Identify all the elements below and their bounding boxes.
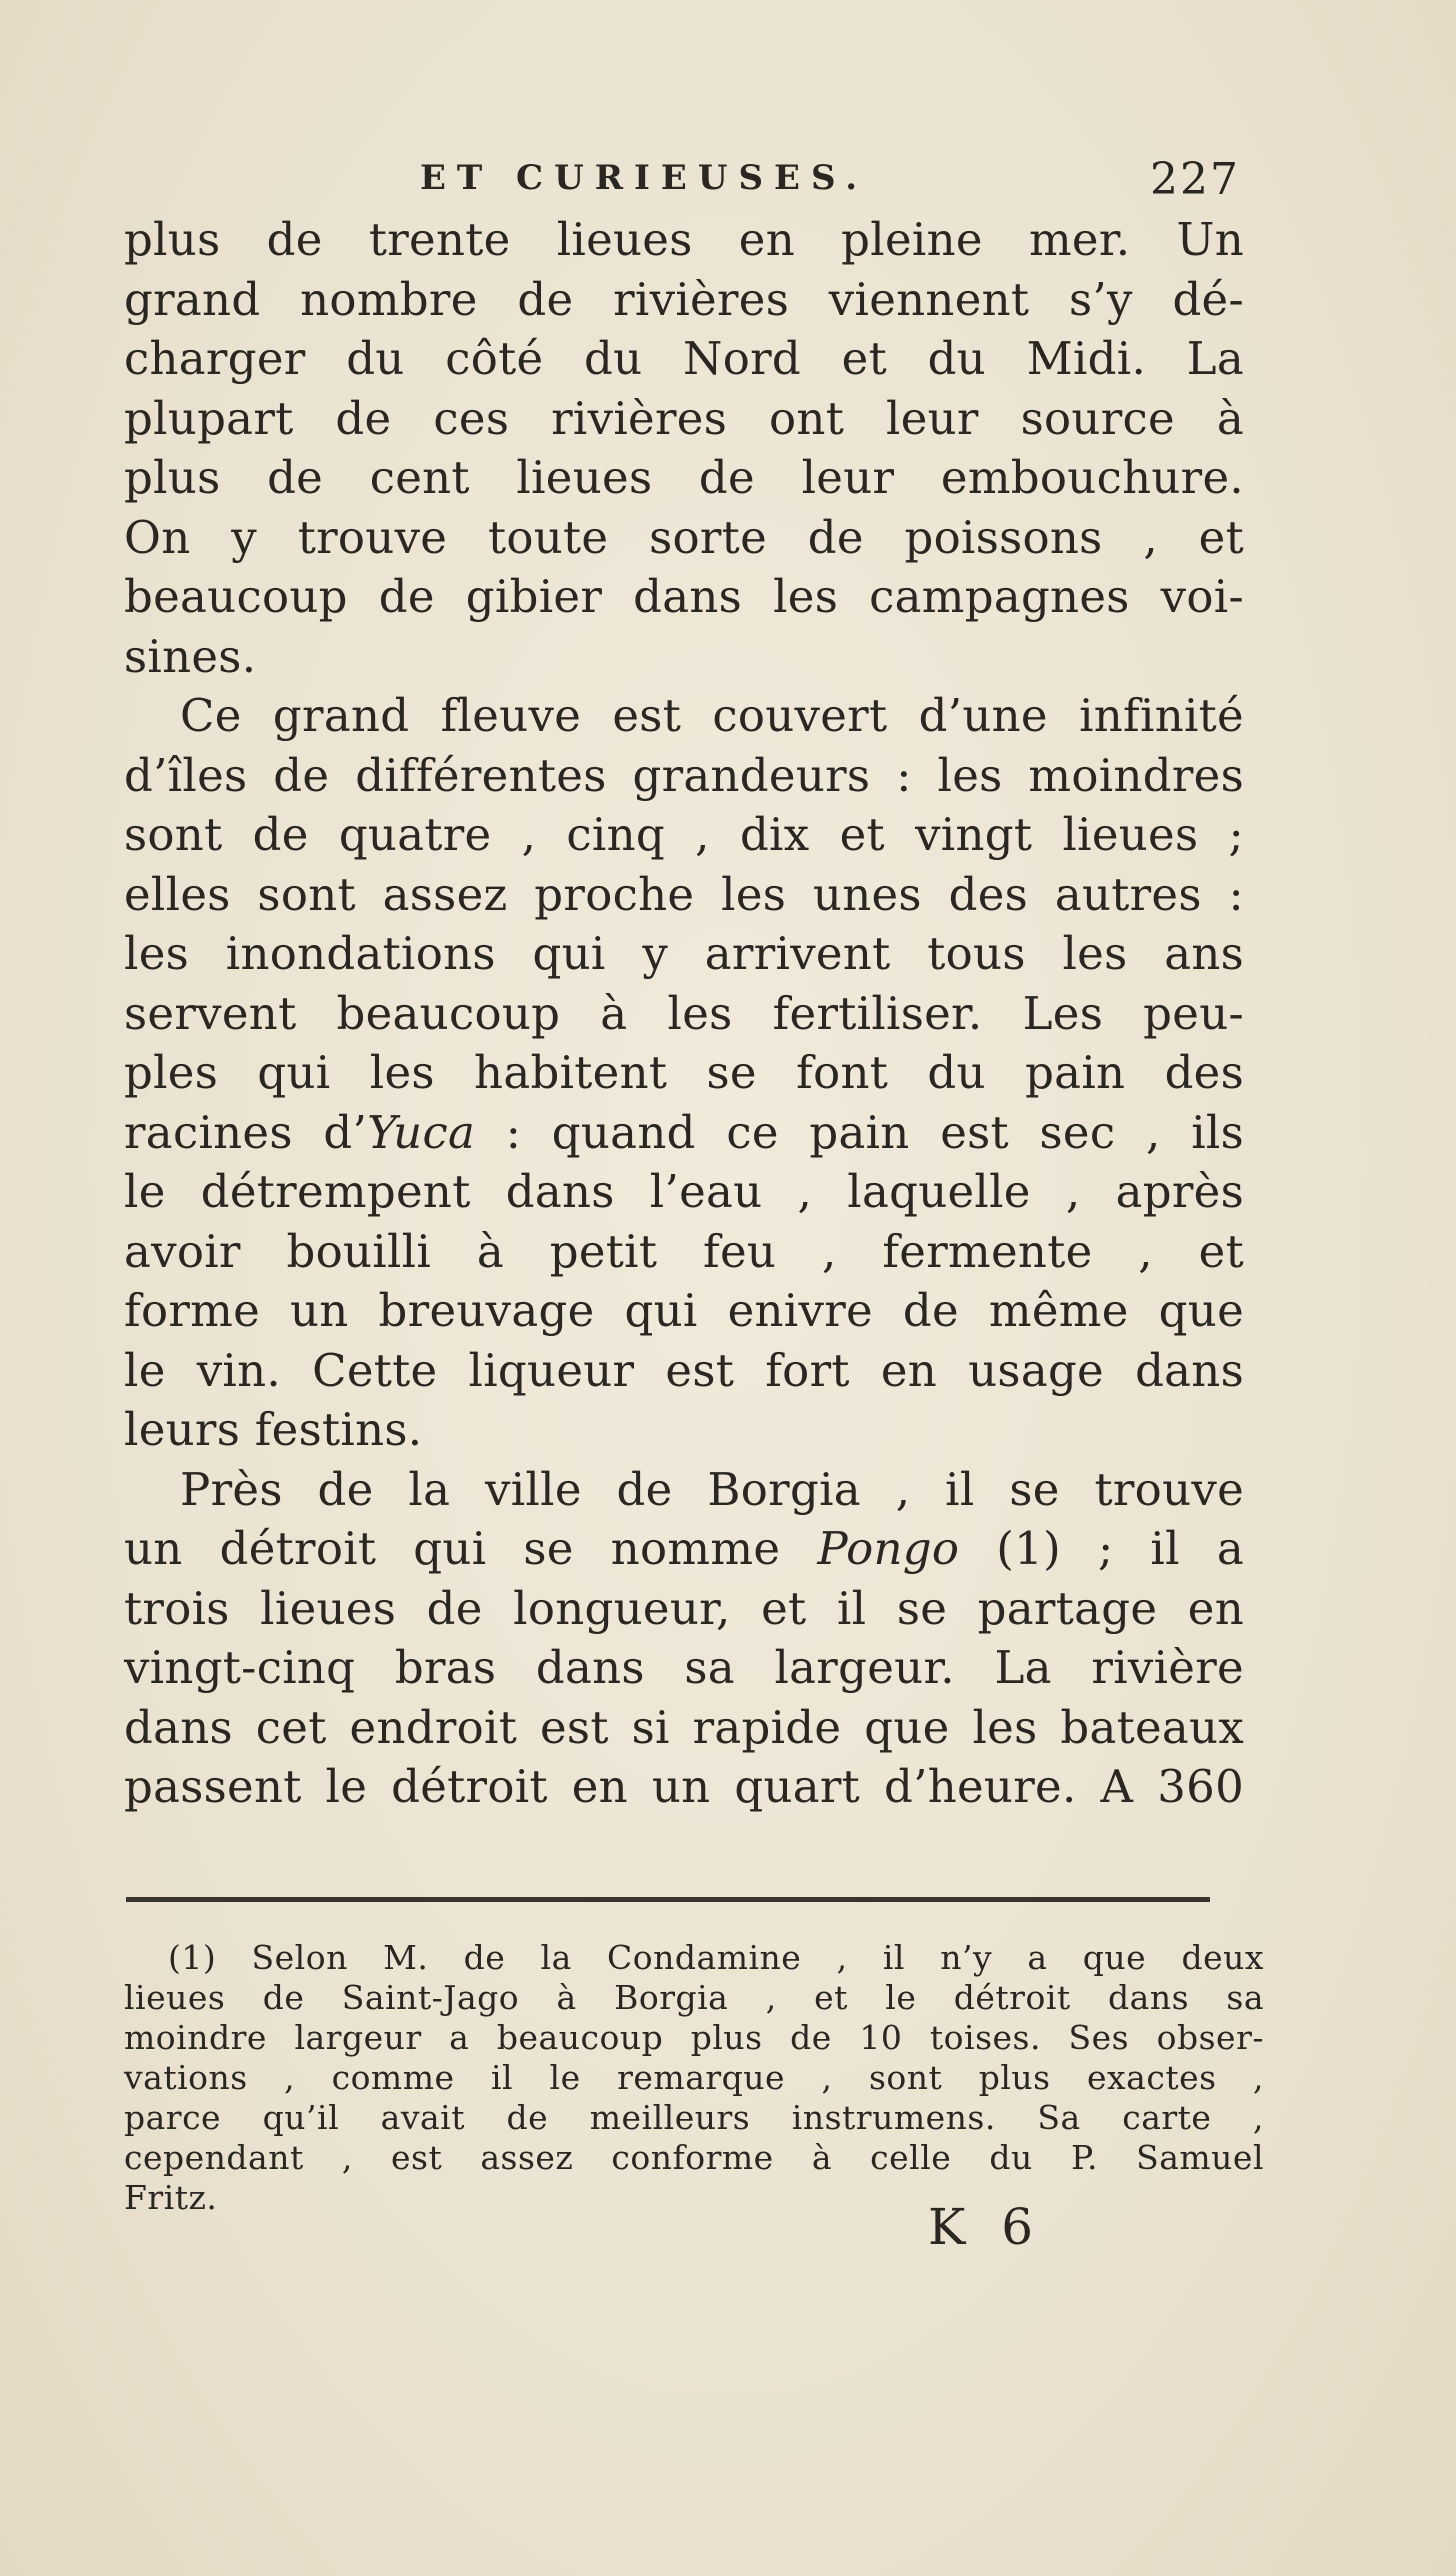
- footnote-line: cependant , est assez conforme à celle du P. Samuel: [124, 2138, 1264, 2177]
- text-run: racines d’: [124, 1105, 368, 1159]
- body-text: [124, 210, 1244, 1817]
- page-number: 227: [1150, 154, 1240, 205]
- paragraph-start: Ce grand fleuve est couvert d’une infinité: [180, 689, 1244, 742]
- text-line: sines.: [124, 629, 257, 683]
- footnote-ref: (1) ; il a: [959, 1522, 1244, 1575]
- running-title: ET CURIEUSES.: [420, 158, 869, 198]
- italic-term: Pongo: [817, 1522, 960, 1575]
- text-line: le vin. Cette liqueur est fort en usage dans: [124, 1343, 1244, 1397]
- text-run: un détroit qui se nomme: [124, 1522, 818, 1575]
- italic-term: Yuca: [367, 1105, 476, 1159]
- text-line: beaucoup de gibier dans les campagnes voi-: [124, 570, 1244, 623]
- footnote-line: moindre largeur a beaucoup plus de 10 toises. Ses obser-: [124, 2018, 1264, 2057]
- signature-mark: K 6: [928, 2198, 1044, 2256]
- text-line: [124, 1103, 1244, 1163]
- footnote: [124, 1938, 1264, 2218]
- footnote-separator: [126, 1897, 1210, 1902]
- text-line: avoir bouilli à petit feu , fermente , et: [124, 1224, 1244, 1278]
- footnote-line: vations , comme il le remarque , sont plus exactes ,: [124, 2058, 1264, 2097]
- text-line: d’îles de différentes grandeurs : les moindres: [124, 748, 1244, 802]
- text-line: grand nombre de rivières viennent s’y dé-: [124, 272, 1244, 326]
- text-line: elles sont assez proche les unes des autres :: [124, 867, 1244, 921]
- text-line: trois lieues de longueur, et il se partage en: [124, 1581, 1244, 1635]
- running-head: [120, 154, 1240, 208]
- text-line: le détrempent dans l’eau , laquelle , après: [124, 1165, 1244, 1218]
- footnote-line: parce qu’il avait de meilleurs instrumens. Sa carte ,: [124, 2098, 1264, 2137]
- footnote-line: lieues de Saint-Jago à Borgia , et le détroit dans sa: [124, 1978, 1264, 2017]
- text-line: leurs festins.: [124, 1403, 423, 1456]
- text-line: sont de quatre , cinq , dix et vingt lieues ;: [124, 808, 1244, 861]
- text-line: servent beaucoup à les fertiliser. Les peu-: [124, 986, 1244, 1040]
- text-line: On y trouve toute sorte de poissons , et: [124, 510, 1244, 564]
- text-line: plus de cent lieues de leur embouchure.: [124, 451, 1244, 504]
- text-line: ples qui les habitent se font du pain des: [124, 1046, 1244, 1099]
- footnote-line: (1) Selon M. de la Condamine , il n’y a que deux: [168, 1938, 1264, 1977]
- text-line: charger du côté du Nord et du Midi. La: [124, 332, 1244, 385]
- text-line: [124, 1519, 1244, 1579]
- footnote-line: Fritz.: [124, 2178, 218, 2217]
- text-line: plupart de ces rivières ont leur source à: [124, 391, 1244, 445]
- text-line: forme un breuvage qui enivre de même que: [124, 1284, 1244, 1337]
- paragraph-start: Près de la ville de Borgia , il se trouve: [180, 1462, 1244, 1516]
- text-run: : quand ce pain est sec , ils: [475, 1105, 1244, 1159]
- text-line: plus de trente lieues en pleine mer. Un: [124, 213, 1244, 266]
- text-line: dans cet endroit est si rapide que les bateaux: [124, 1700, 1244, 1754]
- text-line: passent le détroit en un quart d’heure. A 360: [124, 1760, 1244, 1813]
- text-line: les inondations qui y arrivent tous les ans: [124, 927, 1244, 980]
- text-line: vingt-cinq bras dans sa largeur. La rivière: [124, 1641, 1244, 1694]
